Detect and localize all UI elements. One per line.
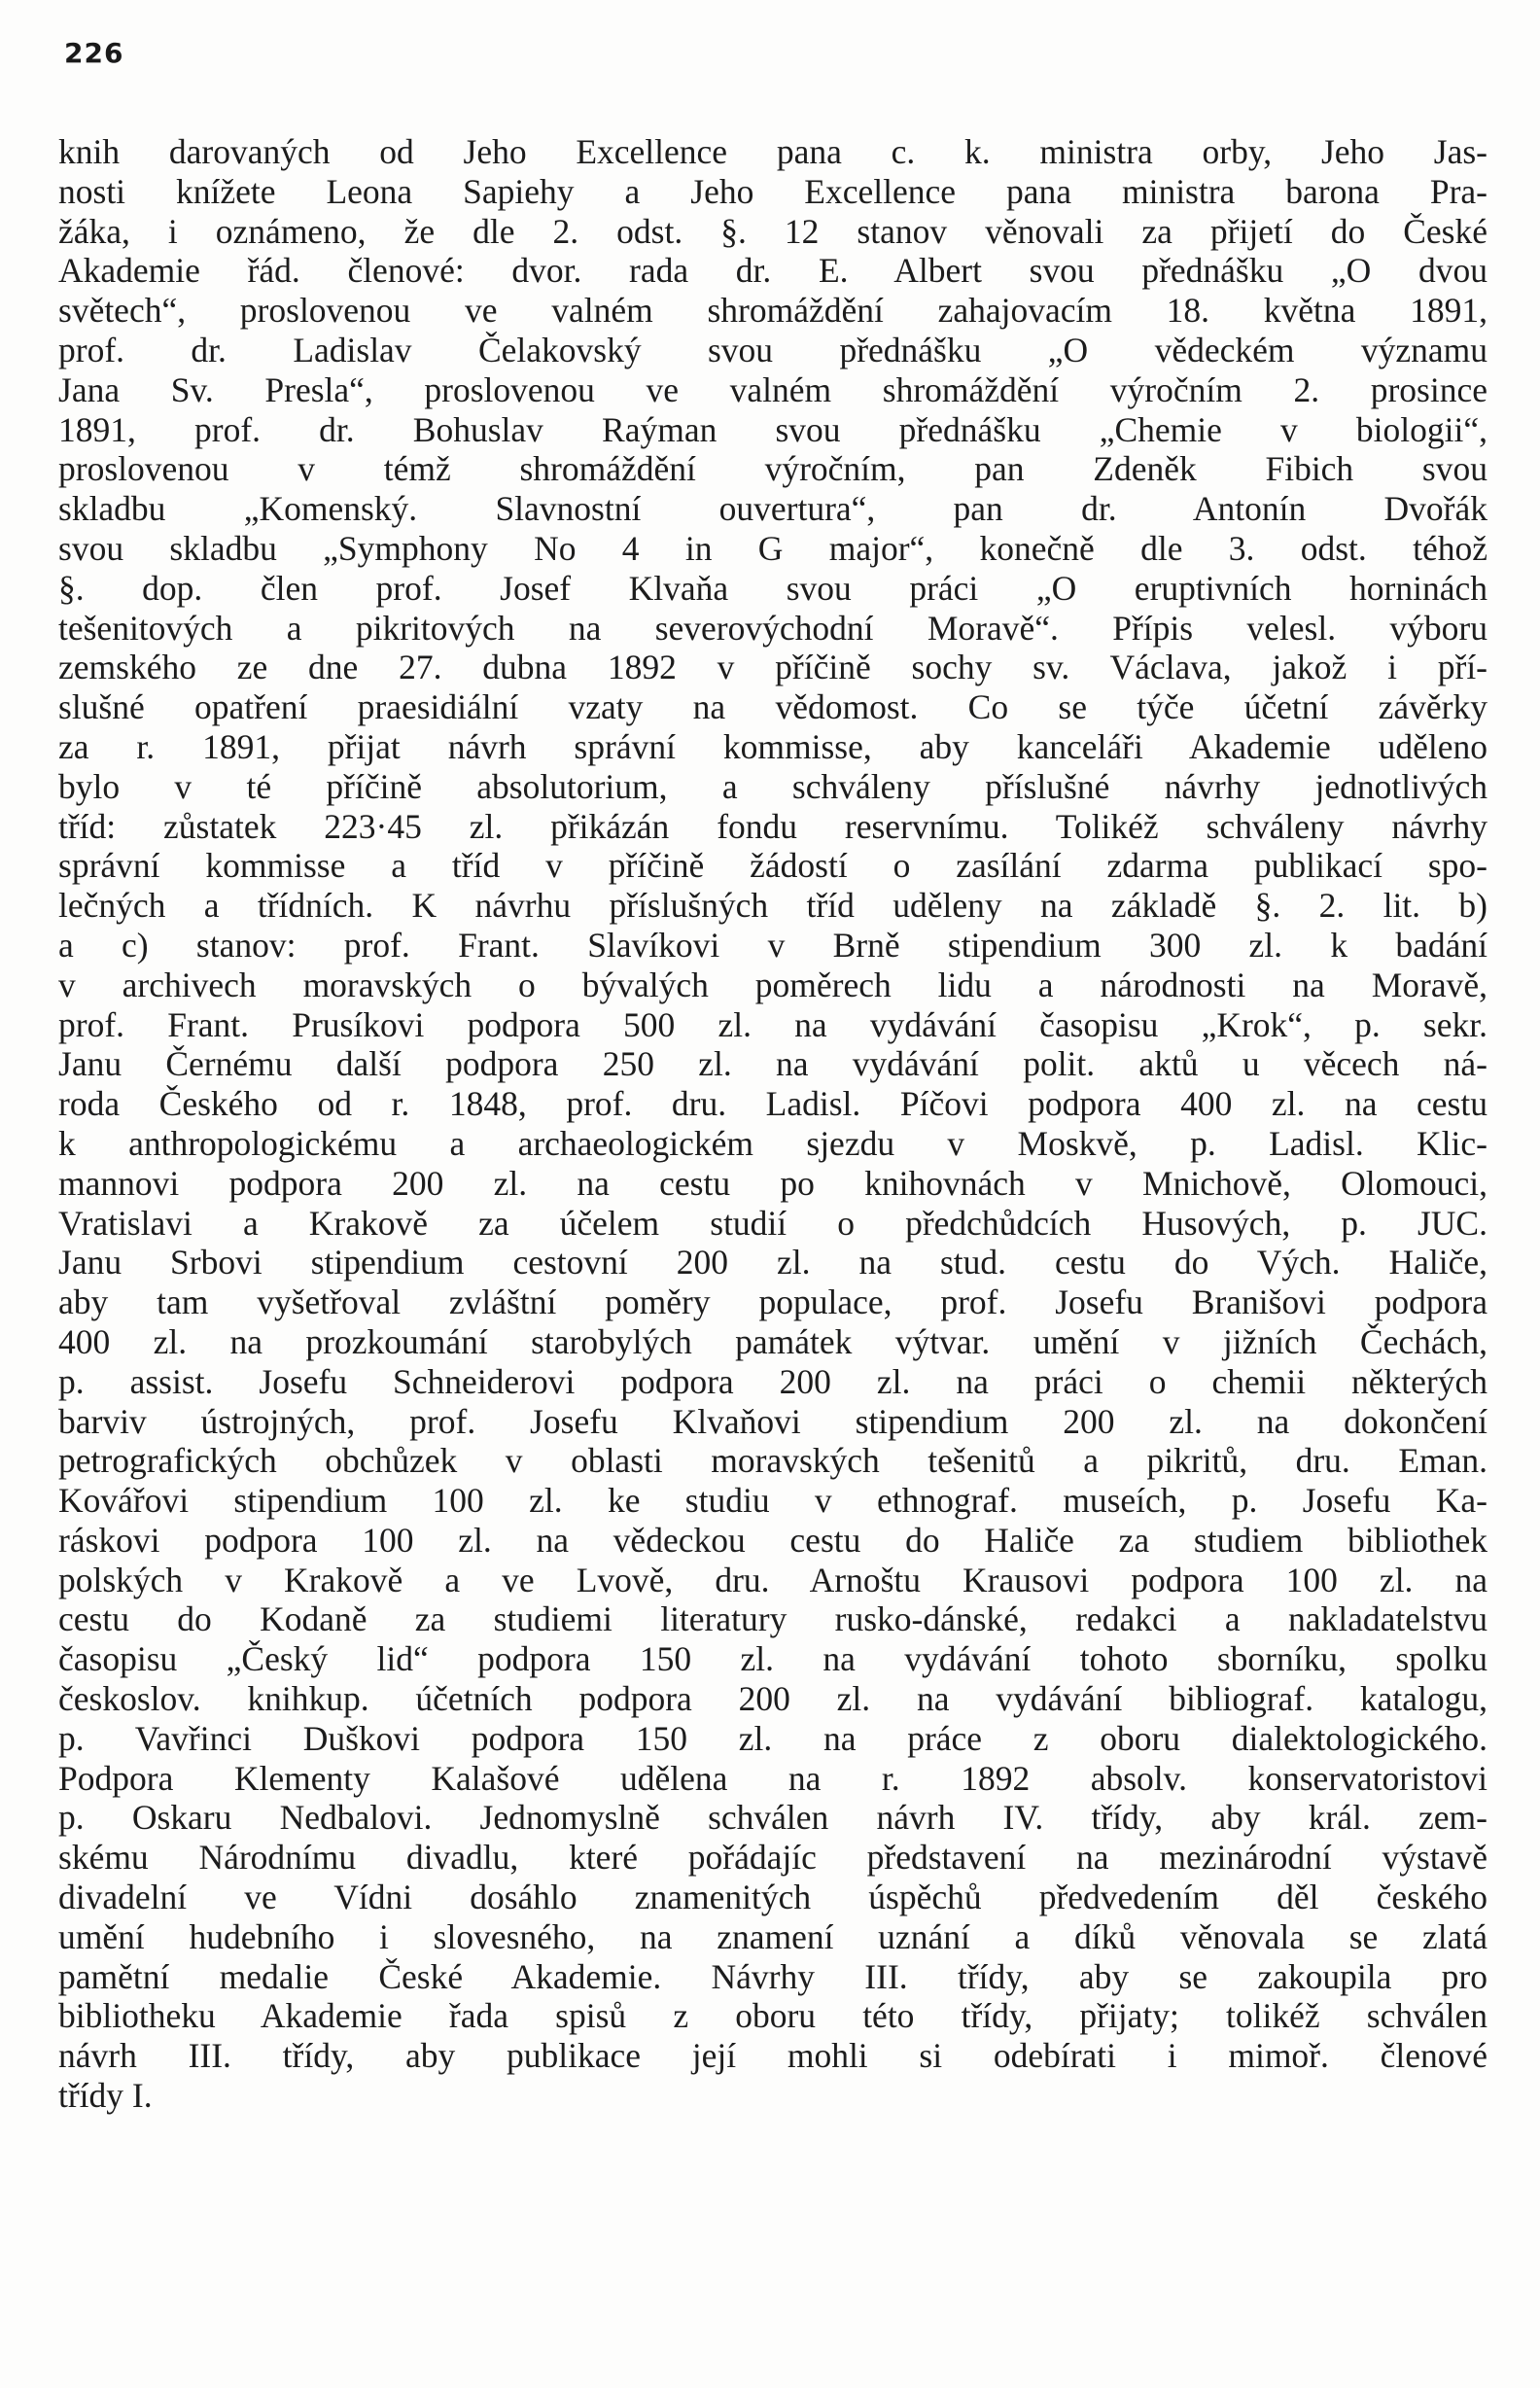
text-line: prof. dr. Ladislav Čelakovský svou přednášku „O vědeckém významu (58, 330, 1488, 369)
text-line: bibliotheku Akademie řada spisů z oboru této třídy, přijaty; tolikéž schválen (58, 1996, 1488, 2036)
text-line: svou skladbu „Symphony No 4 in G major“, konečně dle 3. odst. téhož (58, 528, 1488, 568)
text-line: ráskovi podpora 100 zl. na vědeckou cestu do Haliče za studiem bibliothek (58, 1520, 1488, 1560)
text-line: v archivech moravských o bývalých poměrech lidu a národnosti na Moravě, (58, 965, 1488, 1004)
text-line: 1891, prof. dr. Bohuslav Raýman svou přednášku „Chemie v biologii“, (58, 409, 1488, 449)
text-line: p. Oskaru Nedbalovi. Jednomyslně schválen návrh IV. třídy, aby král. zem- (58, 1798, 1488, 1838)
text-line: za r. 1891, přijat návrh správní kommisse, aby kanceláři Akademie uděleno (58, 726, 1488, 766)
text-line: 400 zl. na prozkoumání starobylých památek výtvar. umění v jižních Čechách, (58, 1321, 1488, 1361)
text-line: a c) stanov: prof. Frant. Slavíkovi v Brně stipendium 300 zl. k badání (58, 925, 1488, 965)
text-line: p. assist. Josefu Schneiderovi podpora 200 zl. na práci o chemii některých (58, 1361, 1488, 1401)
text-line: bylo v té příčině absolutorium, a schváleny příslušné návrhy jednotlivých (58, 766, 1488, 806)
text-line: pamětní medalie České Akademie. Návrhy III. třídy, aby se zakoupila pro (58, 1956, 1488, 1996)
text-line: petrografických obchůzek v oblasti moravských tešenitů a pikritů, dru. Eman. (58, 1441, 1488, 1481)
text-line: Podpora Klementy Kalašové udělena na r. 1892 absolv. konservatoristovi (58, 1758, 1488, 1798)
text-line: knih darovaných od Jeho Excellence pana c. k. ministra orby, Jeho Jas- (58, 132, 1488, 171)
text-line: Janu Černému další podpora 250 zl. na vydávání polit. aktů u věcech ná- (58, 1044, 1488, 1084)
page-number: 226 (64, 37, 124, 69)
text-line: Vratislavi a Krakově za účelem studií o předchůdcích Husových, p. JUC. (58, 1203, 1488, 1243)
text-line: slušné opatření praesidiální vzaty na vědomost. Co se týče účetní závěrky (58, 687, 1488, 727)
text-line: barviv ústrojných, prof. Josefu Klvaňovi stipendium 200 zl. na dokončení (58, 1401, 1488, 1441)
text-line: skému Národnímu divadlu, které pořádajíc představení na mezinárodní výstavě (58, 1838, 1488, 1878)
text-line: lečných a třídních. K návrhu příslušných tříd uděleny na základě §. 2. lit. b) (58, 886, 1488, 926)
text-line: proslovenou v témž shromáždění výročním, pan Zdeněk Fibich svou (58, 449, 1488, 489)
text-line: návrh III. třídy, aby publikace její mohli si odebírati i mimoř. členové (58, 2036, 1488, 2076)
text-line: tříd: zůstatek 223·45 zl. přikázán fondu reservnímu. Tolikéž schváleny návrhy (58, 806, 1488, 846)
text-line: roda Českého od r. 1848, prof. dru. Ladisl. Píčovi podpora 400 zl. na cestu (58, 1084, 1488, 1124)
text-line: cestu do Kodaně za studiemi literatury rusko-dánské, redakci a nakladatelstvu (58, 1599, 1488, 1639)
text-line: zemského ze dne 27. dubna 1892 v příčině sochy sv. Václava, jakož i pří- (58, 648, 1488, 687)
text-line: nosti knížete Leona Sapiehy a Jeho Excellence pana ministra barona Pra- (58, 171, 1488, 211)
body-text (58, 132, 1488, 2116)
text-line: p. Vavřinci Duškovi podpora 150 zl. na práce z oboru dialektologického. (58, 1718, 1488, 1758)
text-line: aby tam vyšetřoval zvláštní poměry populace, prof. Josefu Branišovi podpora (58, 1282, 1488, 1322)
text-line: českoslov. knihkup. účetních podpora 200 zl. na vydávání bibliograf. katalogu, (58, 1679, 1488, 1719)
text-line: Jana Sv. Presla“, proslovenou ve valném shromáždění výročním 2. prosince (58, 369, 1488, 409)
text-line: prof. Frant. Prusíkovi podpora 500 zl. na vydávání časopisu „Krok“, p. sekr. (58, 1004, 1488, 1044)
text-line: správní kommisse a tříd v příčině žádostí o zasílání zdarma publikací spo- (58, 846, 1488, 886)
text-line: Akademie řád. členové: dvor. rada dr. E. Albert svou přednášku „O dvou (58, 251, 1488, 291)
text-line: mannovi podpora 200 zl. na cestu po knihovnách v Mnichově, Olomouci, (58, 1163, 1488, 1203)
text-line: skladbu „Komenský. Slavnostní ouvertura“, pan dr. Antonín Dvořák (58, 489, 1488, 529)
text-line: Janu Srbovi stipendium cestovní 200 zl. na stud. cestu do Vých. Haliče, (58, 1243, 1488, 1282)
text-line: k anthropologickému a archaeologickém sjezdu v Moskvě, p. Ladisl. Klic- (58, 1123, 1488, 1163)
text-line: Kovářovi stipendium 100 zl. ke studiu v ethnograf. museích, p. Josefu Ka- (58, 1481, 1488, 1521)
text-line: třídy I. (58, 2076, 153, 2116)
text-line: divadelní ve Vídni dosáhlo znamenitých úspěchů předvedením děl českého (58, 1878, 1488, 1917)
text-line: polských v Krakově a ve Lvově, dru. Arnoštu Krausovi podpora 100 zl. na (58, 1560, 1488, 1599)
text-line: tešenitových a pikritových na severovýchodní Moravě“. Přípis velesl. výboru (58, 608, 1488, 648)
text-line: žáka, i oznámeno, že dle 2. odst. §. 12 stanov věnovali za přijetí do České (58, 211, 1488, 251)
text-line: světech“, proslovenou ve valném shromáždění zahajovacím 18. května 1891, (58, 291, 1488, 331)
text-line: umění hudebního i slovesného, na znamení uznání a díků věnovala se zlatá (58, 1916, 1488, 1956)
text-line: časopisu „Český lid“ podpora 150 zl. na vydávání tohoto sborníku, spolku (58, 1639, 1488, 1679)
text-line: §. dop. člen prof. Josef Klvaňa svou práci „O eruptivních horninách (58, 568, 1488, 608)
